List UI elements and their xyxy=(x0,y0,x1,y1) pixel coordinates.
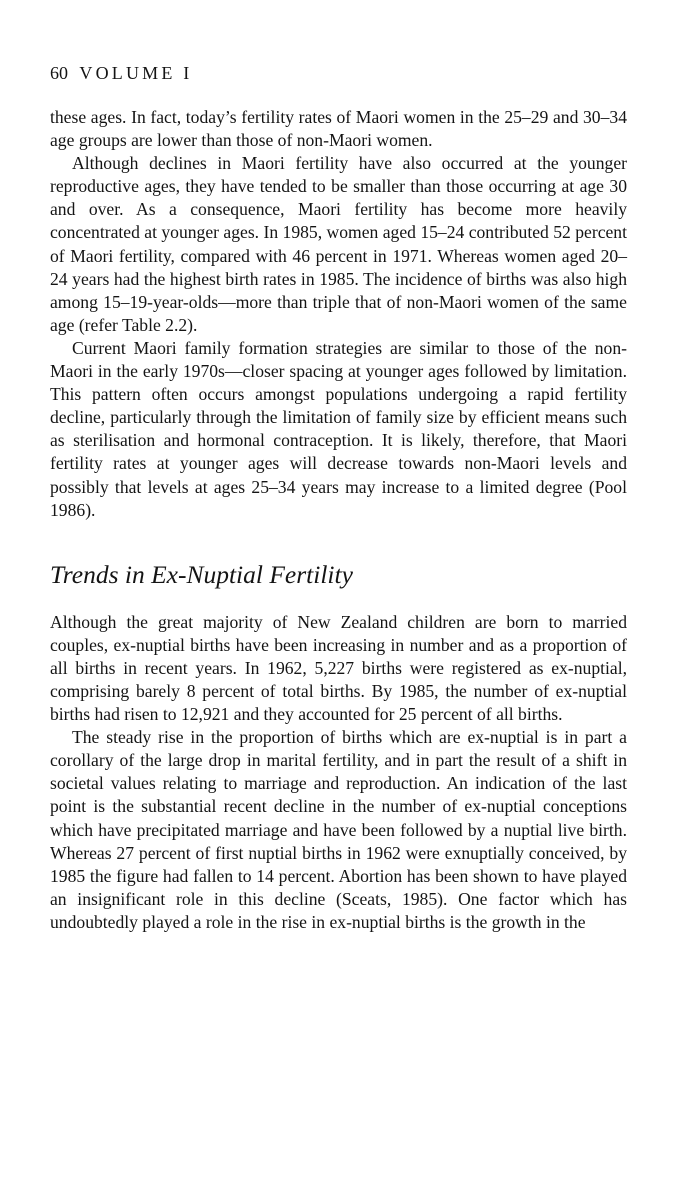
book-page xyxy=(50,62,627,934)
paragraph-family-formation: Current Maori family formation strategies are similar to those of the non-Maori in the early 1970s—closer spacing at younger ages followed by limitation. This pattern often occurs amongst populations undergoing a rapid fertility decline, particularly through the limitation of family size by efficient means such as sterilisation and hormonal contraception. It is likely, therefore, that Maori fertility rates at younger ages will decrease towards non-Maori levels and possibly that levels at ages 25–34 years may increase to a limited degree (Pool 1986). xyxy=(50,337,627,520)
paragraph-maori-fertility-decline: Although declines in Maori fertility have also occurred at the younger reproductive ages, they have tended to be smaller than those occurring at age 30 and over. As a consequence, Maori fertility has become more heavily concentrated at younger ages. In 1985, women aged 15–24 contributed 52 percent of Maori fertility, compared with 46 percent in 1971. Whereas women aged 20–24 years had the highest birth rates in 1985. The incidence of births was also high among 15–19-year-olds—more than triple that of non-Maori women of the same age (refer Table 2.2). xyxy=(50,153,627,335)
paragraph-ex-nuptial-rise: The steady rise in the proportion of births which are ex-nuptial is in part a corollary of the large drop in marital fertility, and in part the result of a shift in societal values relating to marriage and reproduction. An indication of the last point is the substantial recent decline in the number of ex-nuptial conceptions which have precipitated marriage and have been followed by a nuptial live birth. Whereas 27 percent of first nuptial births in 1962 were exnuptially conceived, by 1985 the figure had fallen to 14 percent. Abortion has been shown to have played an insignificant role in this decline (Sceats, 1985). One factor which has undoubtedly played a role in the rise in ex-nuptial births is the growth in the xyxy=(50,727,627,932)
paragraph-continued: these ages. In fact, today’s fertility rates of Maori women in the 25–29 and 30–34 age groups are lower than those of non-Maori women. xyxy=(50,107,627,151)
paragraph-ex-nuptial-births: Although the great majority of New Zealand children are born to married couples, ex-nuptial births have been increasing in number and as a proportion of all births in recent years. In 1962, 5,227 births were registered as ex-nuptial, comprising barely 8 percent of total births. By 1985, the number of ex-nuptial births had risen to 12,921 and they accounted for 25 percent of all births. xyxy=(50,611,627,725)
volume-label: VOLUME I xyxy=(79,63,193,83)
page-number: 60 xyxy=(50,63,68,83)
section-heading: Trends in Ex-Nuptial Fertility xyxy=(50,559,353,589)
running-head xyxy=(50,62,627,84)
